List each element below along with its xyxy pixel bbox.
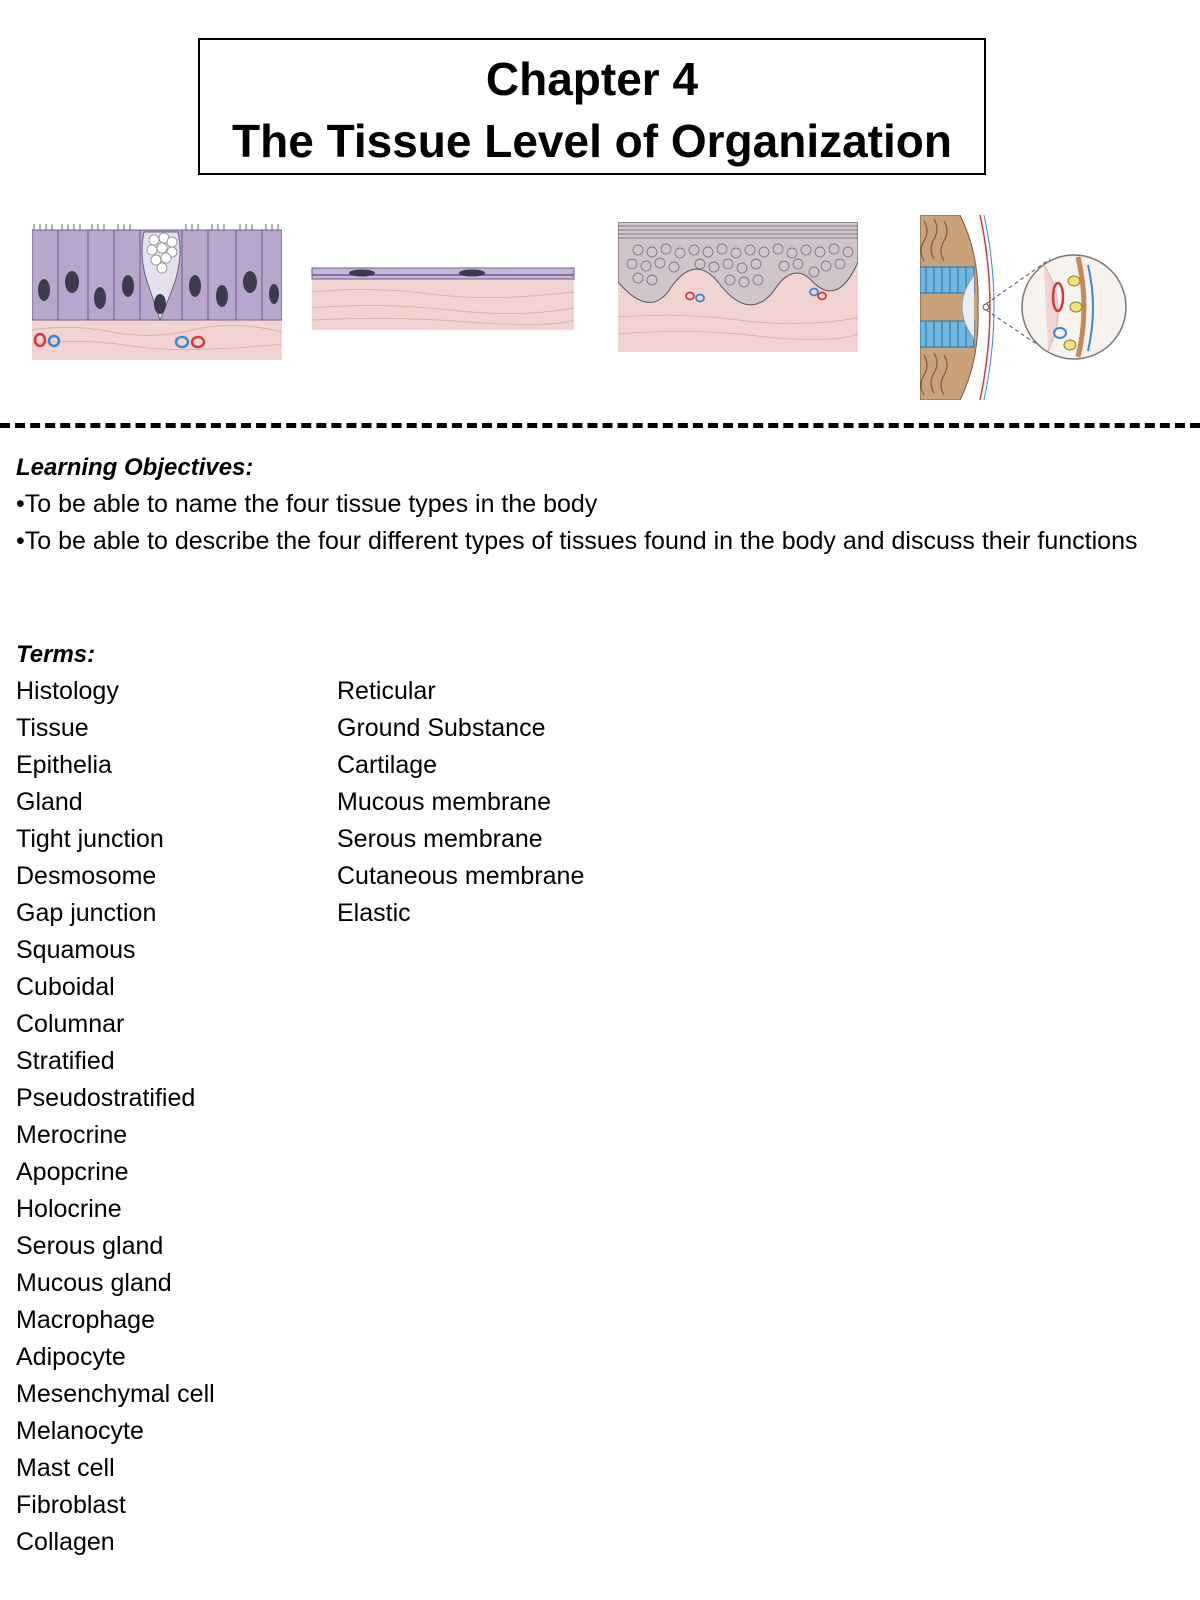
term-item: Cuboidal xyxy=(16,973,115,1001)
term-item: Tissue xyxy=(16,714,89,742)
term-item: Merocrine xyxy=(16,1121,128,1149)
term-item: Tight junction xyxy=(16,825,164,853)
squamous-epithelium-illustration xyxy=(310,258,578,333)
term-item: Mucous membrane xyxy=(337,788,551,816)
terms-heading: Terms: xyxy=(16,641,96,668)
term-item: Apopcrine xyxy=(16,1158,129,1186)
term-item: Stratified xyxy=(16,1047,115,1075)
term-item: Pseudostratified xyxy=(16,1084,196,1112)
term-item: Serous membrane xyxy=(337,825,543,853)
learning-objectives xyxy=(16,449,1186,560)
chapter-title-box xyxy=(198,38,986,175)
chapter-title: The Tissue Level of Organization xyxy=(232,115,952,167)
term-item: Elastic xyxy=(337,899,411,927)
term-item: Histology xyxy=(16,677,119,705)
term-item: Mast cell xyxy=(16,1454,115,1482)
term-item: Desmosome xyxy=(16,862,157,890)
term-item: Collagen xyxy=(16,1528,115,1556)
terms-column-1 xyxy=(16,673,215,1561)
objective-item: •To be able to name the four tissue types in the body xyxy=(16,490,598,518)
term-item: Squamous xyxy=(16,936,136,964)
section-divider xyxy=(0,423,1200,428)
term-item: Serous gland xyxy=(16,1232,164,1260)
membrane-illustration xyxy=(920,215,1140,400)
term-item: Mesenchymal cell xyxy=(16,1380,215,1408)
term-item: Cartilage xyxy=(337,751,438,779)
objective-item: •To be able to describe the four different types of tissues found in the body and discuss their functions xyxy=(16,527,1138,555)
term-item: Gap junction xyxy=(16,899,157,927)
term-item: Adipocyte xyxy=(16,1343,126,1371)
columnar-epithelium-illustration xyxy=(32,220,282,360)
term-item: Epithelia xyxy=(16,751,112,779)
stratified-epithelium-illustration xyxy=(618,222,858,352)
terms-column-2 xyxy=(337,673,584,932)
objectives-heading: Learning Objectives: xyxy=(16,454,254,481)
term-item: Fibroblast xyxy=(16,1491,126,1519)
term-item: Ground Substance xyxy=(337,714,546,742)
term-item: Holocrine xyxy=(16,1195,122,1223)
term-item: Columnar xyxy=(16,1010,125,1038)
term-item: Gland xyxy=(16,788,83,816)
term-item: Mucous gland xyxy=(16,1269,172,1297)
term-item: Melanocyte xyxy=(16,1417,144,1445)
term-item: Macrophage xyxy=(16,1306,155,1334)
term-item: Reticular xyxy=(337,677,436,705)
term-item: Cutaneous membrane xyxy=(337,862,585,890)
chapter-number: Chapter 4 xyxy=(485,53,699,105)
